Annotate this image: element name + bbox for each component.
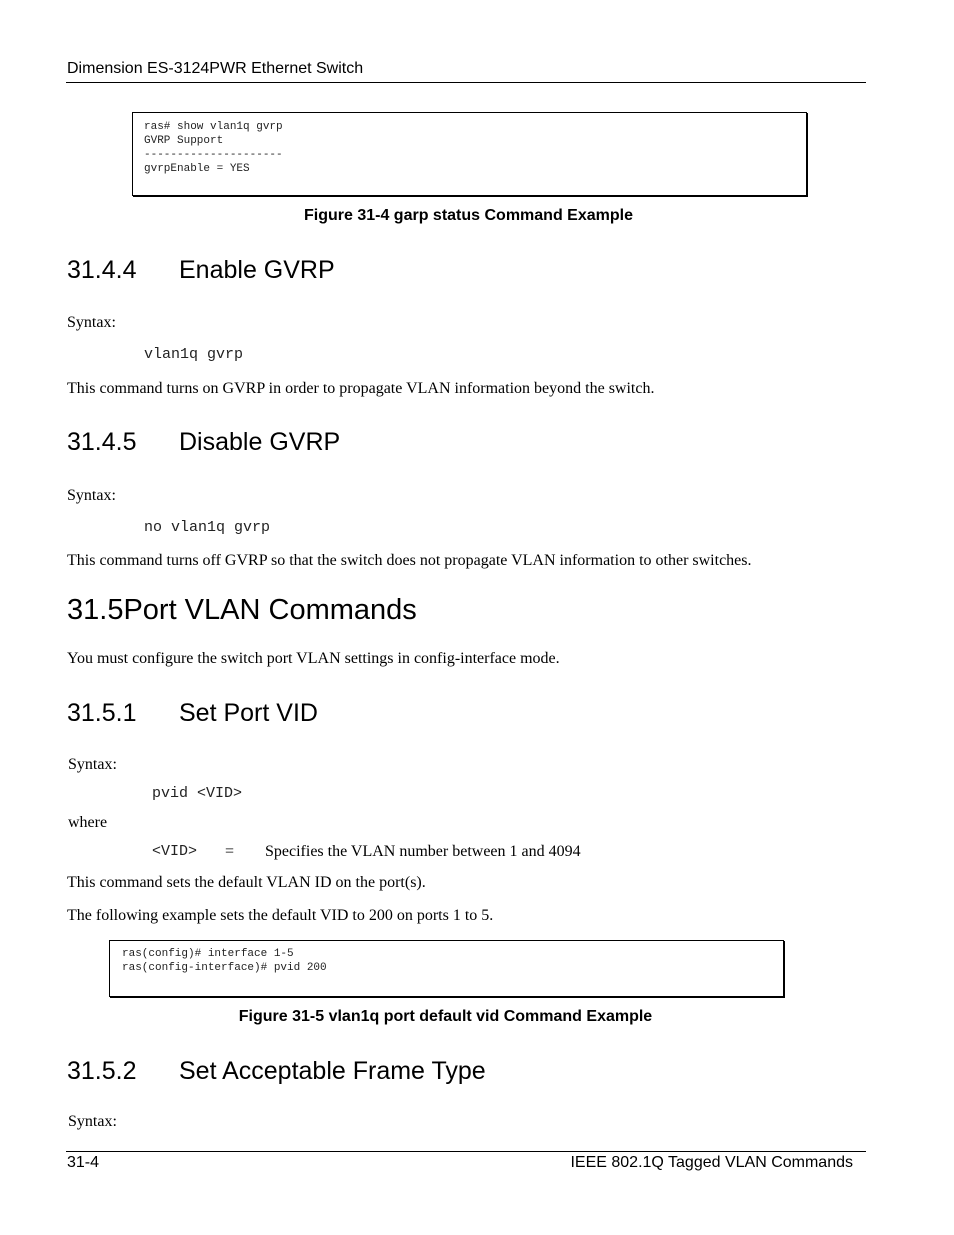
code-line: gvrpEnable = YES	[144, 163, 250, 175]
section-heading	[67, 699, 567, 731]
section-title: Disable GVRP	[179, 428, 341, 456]
section-title: Set Acceptable Frame Type	[179, 1057, 486, 1085]
section-heading	[67, 1057, 667, 1089]
syntax-command: vlan1q gvrp	[144, 346, 244, 363]
chapter-section-heading: 31.5Port VLAN Commands	[67, 594, 417, 626]
body-paragraph: You must configure the switch port VLAN settings in config-interface mode.	[67, 650, 560, 667]
section-heading	[67, 428, 567, 460]
parameter-name: <VID>	[152, 843, 198, 860]
parameter-equals: =	[225, 843, 235, 860]
section-number: 31.5.2	[67, 1057, 137, 1085]
code-line: ras# show vlan1q gvrp	[144, 121, 283, 133]
running-header: Dimension ES-3124PWR Ethernet Switch	[67, 60, 364, 77]
section-number: 31.4.4	[67, 256, 137, 284]
code-line: ---------------------	[144, 149, 283, 161]
section-number: 31.5.1	[67, 699, 137, 727]
syntax-label: Syntax:	[67, 487, 116, 504]
figure-caption: Figure 31-5 vlan1q port default vid Command Example	[238, 1008, 653, 1025]
code-example-box	[109, 940, 784, 997]
figure-caption: Figure 31-4 garp status Command Example	[304, 207, 633, 224]
syntax-command: pvid <VID>	[152, 785, 243, 802]
header-rule	[66, 82, 866, 83]
footer-rule	[66, 1151, 866, 1152]
section-title: Enable GVRP	[179, 256, 335, 284]
code-line: GVRP Support	[144, 135, 224, 147]
running-footer-title: IEEE 802.1Q Tagged VLAN Commands	[570, 1154, 853, 1171]
syntax-label: Syntax:	[67, 314, 116, 331]
section-heading	[67, 256, 567, 288]
syntax-command: no vlan1q gvrp	[144, 519, 271, 536]
parameter-description: Specifies the VLAN number between 1 and 4094	[265, 843, 581, 860]
section-title: Set Port VID	[179, 699, 318, 727]
syntax-label: Syntax:	[68, 1113, 117, 1130]
body-paragraph: The following example sets the default VID to 200 on ports 1 to 5.	[67, 907, 494, 924]
section-number: 31.4.5	[67, 428, 137, 456]
syntax-label: Syntax:	[68, 756, 117, 773]
body-paragraph: This command sets the default VLAN ID on the port(s).	[67, 874, 426, 891]
code-example-box	[132, 112, 807, 196]
code-line: ras(config)# interface 1-5	[122, 948, 294, 960]
where-label: where	[68, 814, 108, 831]
page-number: 31-4	[67, 1154, 100, 1171]
code-line: ras(config-interface)# pvid 200	[122, 962, 327, 974]
body-paragraph: This command turns on GVRP in order to propagate VLAN information beyond the switch.	[67, 380, 655, 397]
body-paragraph: This command turns off GVRP so that the switch does not propagate VLAN information to other switches.	[67, 552, 752, 569]
